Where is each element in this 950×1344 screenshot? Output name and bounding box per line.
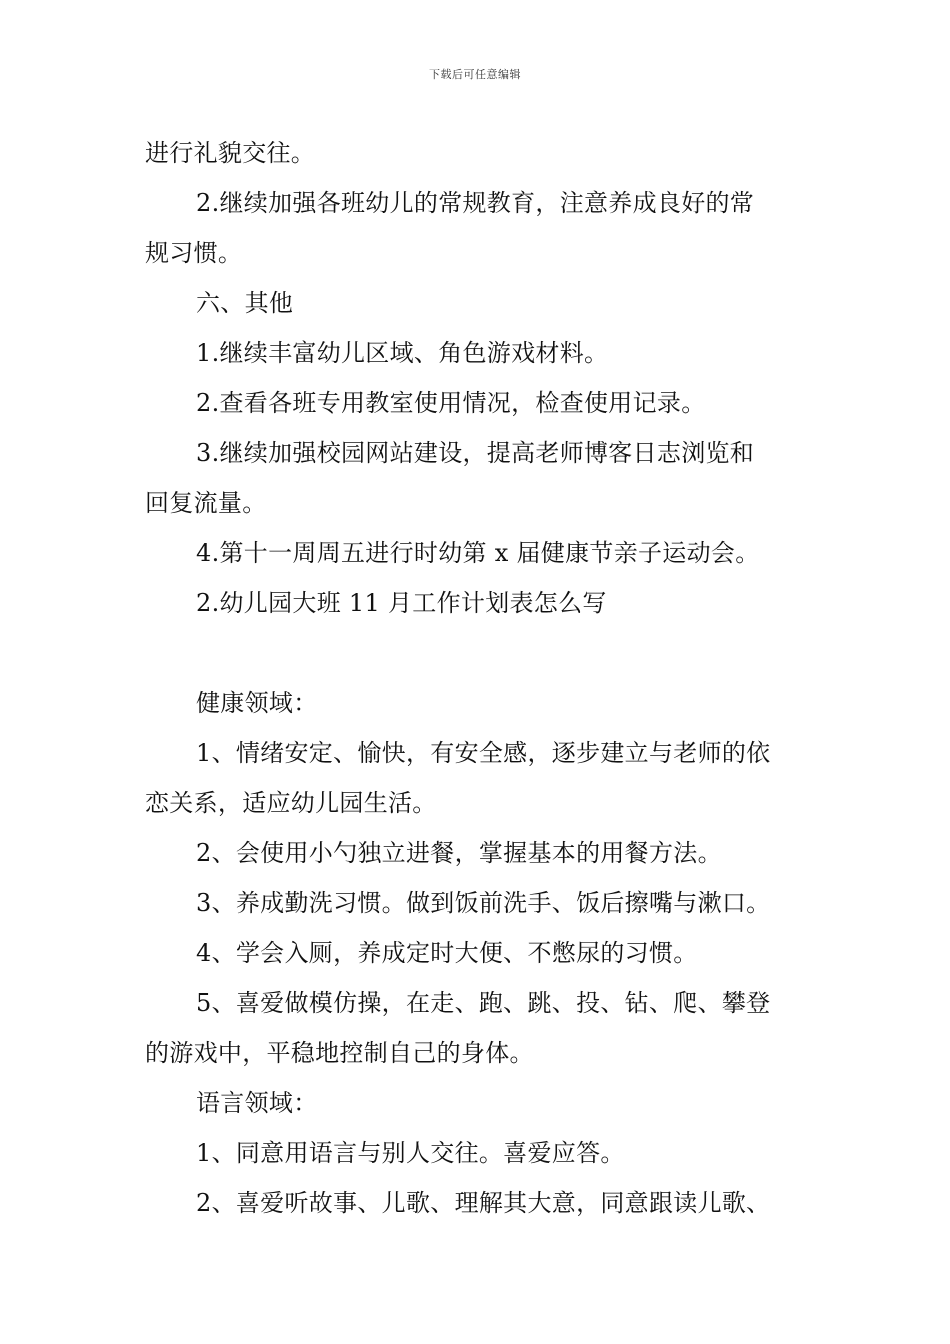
document-body <box>145 128 810 1228</box>
text-line: 3、养成勤洗习惯。做到饭前洗手、饭后擦嘴与漱口。 <box>196 889 771 917</box>
text-line: 2.幼儿园大班 11 月工作计划表怎么写 <box>196 589 607 617</box>
text-line: 进行礼貌交往。 <box>145 139 316 167</box>
text-line: 六、其他 <box>196 289 294 317</box>
text-line: 1、情绪安定、愉快，有安全感，逐步建立与老师的依 <box>196 739 771 767</box>
text-line: 2、会使用小勺独立进餐，掌握基本的用餐方法。 <box>196 839 722 867</box>
text-line: 2.查看各班专用教室使用情况，检查使用记录。 <box>196 389 706 417</box>
text-line: 恋关系，适应幼儿园生活。 <box>145 789 437 817</box>
text-line: 健康领域： <box>196 689 318 717</box>
text-line: 5、喜爱做模仿操，在走、跑、跳、投、钻、爬、攀登 <box>196 989 771 1017</box>
text-line: 回复流量。 <box>145 489 267 517</box>
text-line: 2.继续加强各班幼儿的常规教育，注意养成良好的常 <box>196 189 755 217</box>
text-line: 语言领域： <box>196 1089 318 1117</box>
text-line: 4、学会入厕，养成定时大便、不憋尿的习惯。 <box>196 939 698 967</box>
text-line: 1.继续丰富幼儿区域、角色游戏材料。 <box>196 339 609 367</box>
text-line: 规习惯。 <box>145 239 243 267</box>
text-line: 的游戏中，平稳地控制自己的身体。 <box>145 1039 534 1067</box>
page-header: 下载后可任意编辑 <box>429 68 521 81</box>
text-line: 3.继续加强校园网站建设，提高老师博客日志浏览和 <box>196 439 755 467</box>
blank-line <box>145 628 810 678</box>
text-line: 1、同意用语言与别人交往。喜爱应答。 <box>196 1139 625 1167</box>
text-line: 2、喜爱听故事、儿歌、理解其大意，同意跟读儿歌、 <box>196 1189 771 1217</box>
text-line: 4.第十一周周五进行时幼第 x 届健康节亲子运动会。 <box>196 539 760 567</box>
